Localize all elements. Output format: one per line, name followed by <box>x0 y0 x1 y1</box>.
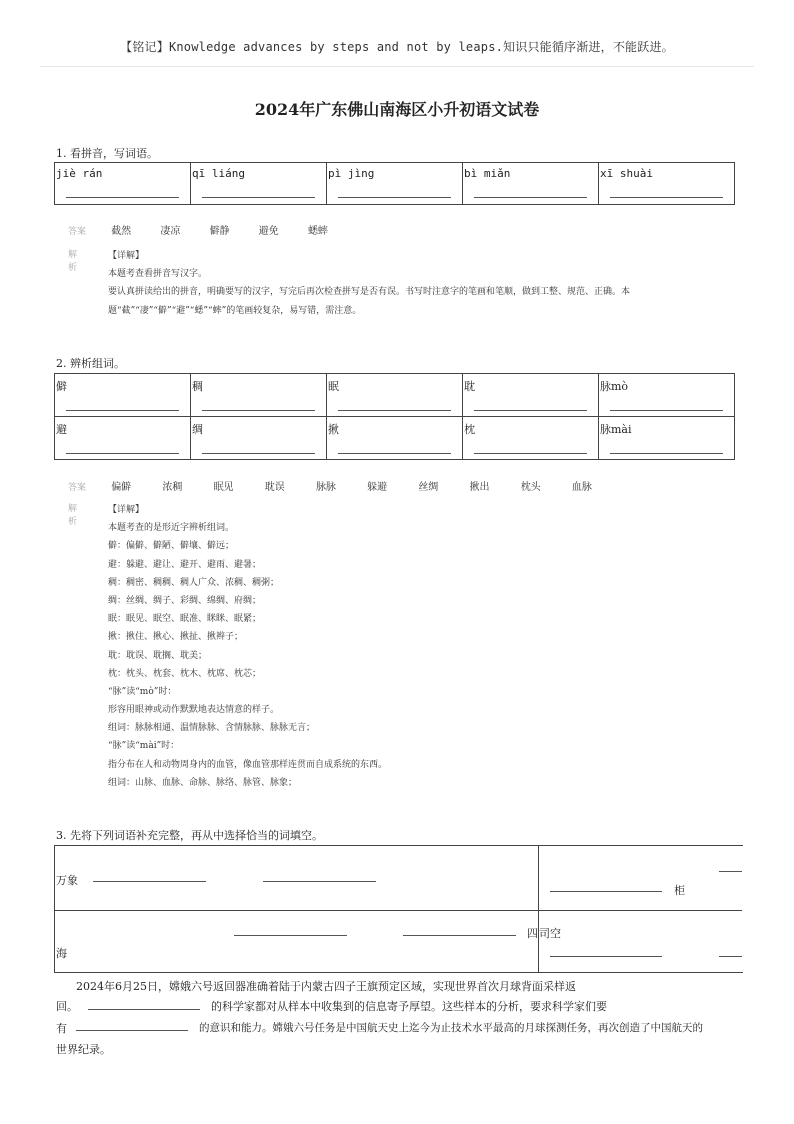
q2-cell[interactable] <box>191 417 327 460</box>
q3-word: 四 <box>527 927 538 940</box>
explanation-line: 本题考查看拼音写汉字。 <box>108 269 208 280</box>
answer-item: 血脉 <box>571 482 592 493</box>
fill-line[interactable] <box>234 935 347 936</box>
q2-cell[interactable] <box>463 417 599 460</box>
answer-line <box>202 197 315 198</box>
fill-line[interactable] <box>719 871 742 872</box>
answer-item: 避免 <box>258 226 279 237</box>
explanation-line: 耽：耽误、耽搁、耽美； <box>108 650 208 661</box>
char-label: 眠 <box>328 380 339 393</box>
q1-cell[interactable] <box>599 163 735 205</box>
q2-word-table <box>54 373 735 460</box>
explanation-line: 眠：眠见、眠空、眠准、眯眯、眠紧； <box>108 614 262 625</box>
explanation-line: 组词：脉脉相通、温情脉脉、含情脉脉、脉脉无言； <box>108 723 316 734</box>
q2-cell[interactable] <box>327 374 463 417</box>
explanation-line: 形容用眼神或动作默默地表达情意的样子。 <box>108 705 280 716</box>
answer-tag: 答案 <box>68 483 87 493</box>
fill-line[interactable] <box>263 881 376 882</box>
answer-item: 脉脉 <box>315 482 336 493</box>
pinyin-label: qī liáng <box>192 167 245 180</box>
pinyin-label: xī shuài <box>600 167 653 180</box>
answer-tag: 答案 <box>68 227 87 237</box>
answer-line <box>338 453 451 454</box>
fill-line[interactable] <box>88 1009 200 1010</box>
q1-cell[interactable] <box>191 163 327 205</box>
q2-cell[interactable] <box>599 374 735 417</box>
answer-item: 丝绸 <box>418 482 439 493</box>
char-label: 避 <box>56 423 67 436</box>
header-divider <box>40 66 754 67</box>
q3-paragraph-line: 2024年6月25日，嫦娥六号返回器准确着陆于内蒙古四子王旗预定区域，实现世界首次月球背面采样返 <box>76 980 576 993</box>
fill-line[interactable] <box>403 935 516 936</box>
answer-item: 枕头 <box>520 482 541 493</box>
answer-item: 截然 <box>111 226 132 237</box>
char-label: 脉mò <box>600 380 629 393</box>
answer-item: 凄凉 <box>160 226 181 237</box>
q1-pinyin-table <box>54 162 735 205</box>
char-label: 绸 <box>192 423 203 436</box>
char-label: 揪 <box>328 423 339 436</box>
q1-cell[interactable] <box>55 163 191 205</box>
char-label: 稠 <box>192 380 203 393</box>
q1-answer-row <box>68 222 354 237</box>
q2-cell[interactable] <box>191 374 327 417</box>
explanation-line: “脉”读“mài”时： <box>108 741 180 752</box>
answer-line <box>202 410 315 411</box>
answer-item: 浓稠 <box>162 482 183 493</box>
explanation-line: 指分布在人和动物周身内的血管，像血管那样连贯而自成系统的东西。 <box>108 759 388 770</box>
q3-word-box <box>54 845 743 973</box>
explanation-tag: 解析 <box>68 250 78 273</box>
answer-line <box>66 410 179 411</box>
q2-cell[interactable] <box>327 417 463 460</box>
explanation-line: 【详解】 <box>108 505 145 515</box>
explanation-line: 组词：山脉、血脉、命脉、脉络、脉管、脉象； <box>108 777 298 788</box>
explanation-line: 本题考查的是形近字辨析组词。 <box>108 523 235 534</box>
pinyin-label: jiè rán <box>56 167 103 180</box>
answer-item: 耽误 <box>264 482 285 493</box>
q3-word: 柜 <box>674 884 685 897</box>
answer-line <box>338 197 451 198</box>
q3-paragraph-line: 回。 <box>56 1000 78 1013</box>
q3-word: 司空 <box>539 927 561 940</box>
explanation-line: 【详解】 <box>108 251 145 261</box>
pinyin-label: bì miǎn <box>464 167 511 180</box>
answer-line <box>610 410 723 411</box>
answer-item: 躲避 <box>367 482 388 493</box>
q2-cell[interactable] <box>55 417 191 460</box>
q1-cell[interactable] <box>327 163 463 205</box>
answer-line <box>610 453 723 454</box>
q3-col-divider <box>538 845 539 972</box>
answer-line <box>66 453 179 454</box>
answer-line <box>610 197 723 198</box>
q3-row-divider <box>54 910 742 911</box>
answer-item: 揪出 <box>469 482 490 493</box>
q1-cell[interactable] <box>463 163 599 205</box>
answer-line <box>338 410 451 411</box>
char-label: 耽 <box>464 380 475 393</box>
char-label: 僻 <box>56 380 67 393</box>
explanation-line: 稠：稠密、稠稠、稠人广众、浓稠、稠粥； <box>108 577 280 588</box>
q1-title: 1. 看拼音，写词语。 <box>56 147 158 160</box>
pinyin-label: pì jìng <box>328 167 375 180</box>
header-motto: 【铭记】Knowledge advances by steps and not by leaps.知识只能循序渐进，不能跃进。 <box>120 40 674 54</box>
q2-title: 2. 辨析组词。 <box>56 357 125 370</box>
answer-item: 偏僻 <box>111 482 132 493</box>
explanation-line: 避：躲避、避让、避开、避雨、避暑； <box>108 559 262 570</box>
q3-paragraph-line: 世界纪录。 <box>56 1043 111 1056</box>
q3-paragraph-line: 有 <box>56 1022 67 1035</box>
answer-line <box>202 453 315 454</box>
answer-line <box>474 453 587 454</box>
answer-item: 眠见 <box>213 482 234 493</box>
explanation-line: “脉”读“mò”时： <box>108 686 177 697</box>
char-label: 脉mài <box>600 423 632 436</box>
page-title: 2024年广东佛山南海区小升初语文试卷 <box>254 100 540 119</box>
q2-cell[interactable] <box>55 374 191 417</box>
explanation-line: 僻：偏僻、僻陋、僻壤、僻远； <box>108 541 235 552</box>
char-label: 枕 <box>464 423 475 436</box>
explanation-line: 揪：揪住、揪心、揪扯、揪辫子； <box>108 632 244 643</box>
fill-line[interactable] <box>93 881 206 882</box>
answer-item: 僻静 <box>209 226 230 237</box>
explanation-line: 绸：丝绸、绸子、彩绸、绵绸、府绸； <box>108 595 262 606</box>
explanation-line: 枕：枕头、枕套、枕木、枕席、枕芯； <box>108 668 262 679</box>
q3-word: 万象 <box>56 874 78 887</box>
explanation-tag: 解析 <box>68 504 78 527</box>
answer-line <box>474 197 587 198</box>
fill-line[interactable] <box>76 1030 188 1031</box>
q2-cell[interactable] <box>463 374 599 417</box>
q3-paragraph-line: 的意识和能力。嫦娥六号任务是中国航天史上迄今为止技术水平最高的月球探测任务，再次创造了中国航天的 <box>199 1022 703 1034</box>
fill-line[interactable] <box>719 956 742 957</box>
q3-word: 海 <box>56 947 67 960</box>
q3-paragraph-line: 的科学家都对从样本中收集到的信息寄予厚望。这些样本的分析，要求科学家们要 <box>211 1000 607 1013</box>
explanation-line: 题“截”“凄”“僻”“避”“蟋”“蟀”的笔画较复杂，易写错，需注意。 <box>108 305 362 316</box>
q3-title: 3. 先将下列词语补充完整，再从中选择恰当的词填空。 <box>56 829 323 842</box>
answer-line <box>66 197 179 198</box>
answer-item: 蟋蟀 <box>307 226 328 237</box>
q2-answer-row <box>68 478 620 493</box>
explanation-line: 要认真拼读给出的拼音，明确要写的汉字，写完后再次检查拼写是否有误。书写时注意字的笔画和笔顺，做到工整、规范、正确。本 <box>108 287 631 298</box>
fill-line[interactable] <box>550 956 662 957</box>
q2-cell[interactable] <box>599 417 735 460</box>
answer-line <box>474 410 587 411</box>
fill-line[interactable] <box>550 891 662 892</box>
